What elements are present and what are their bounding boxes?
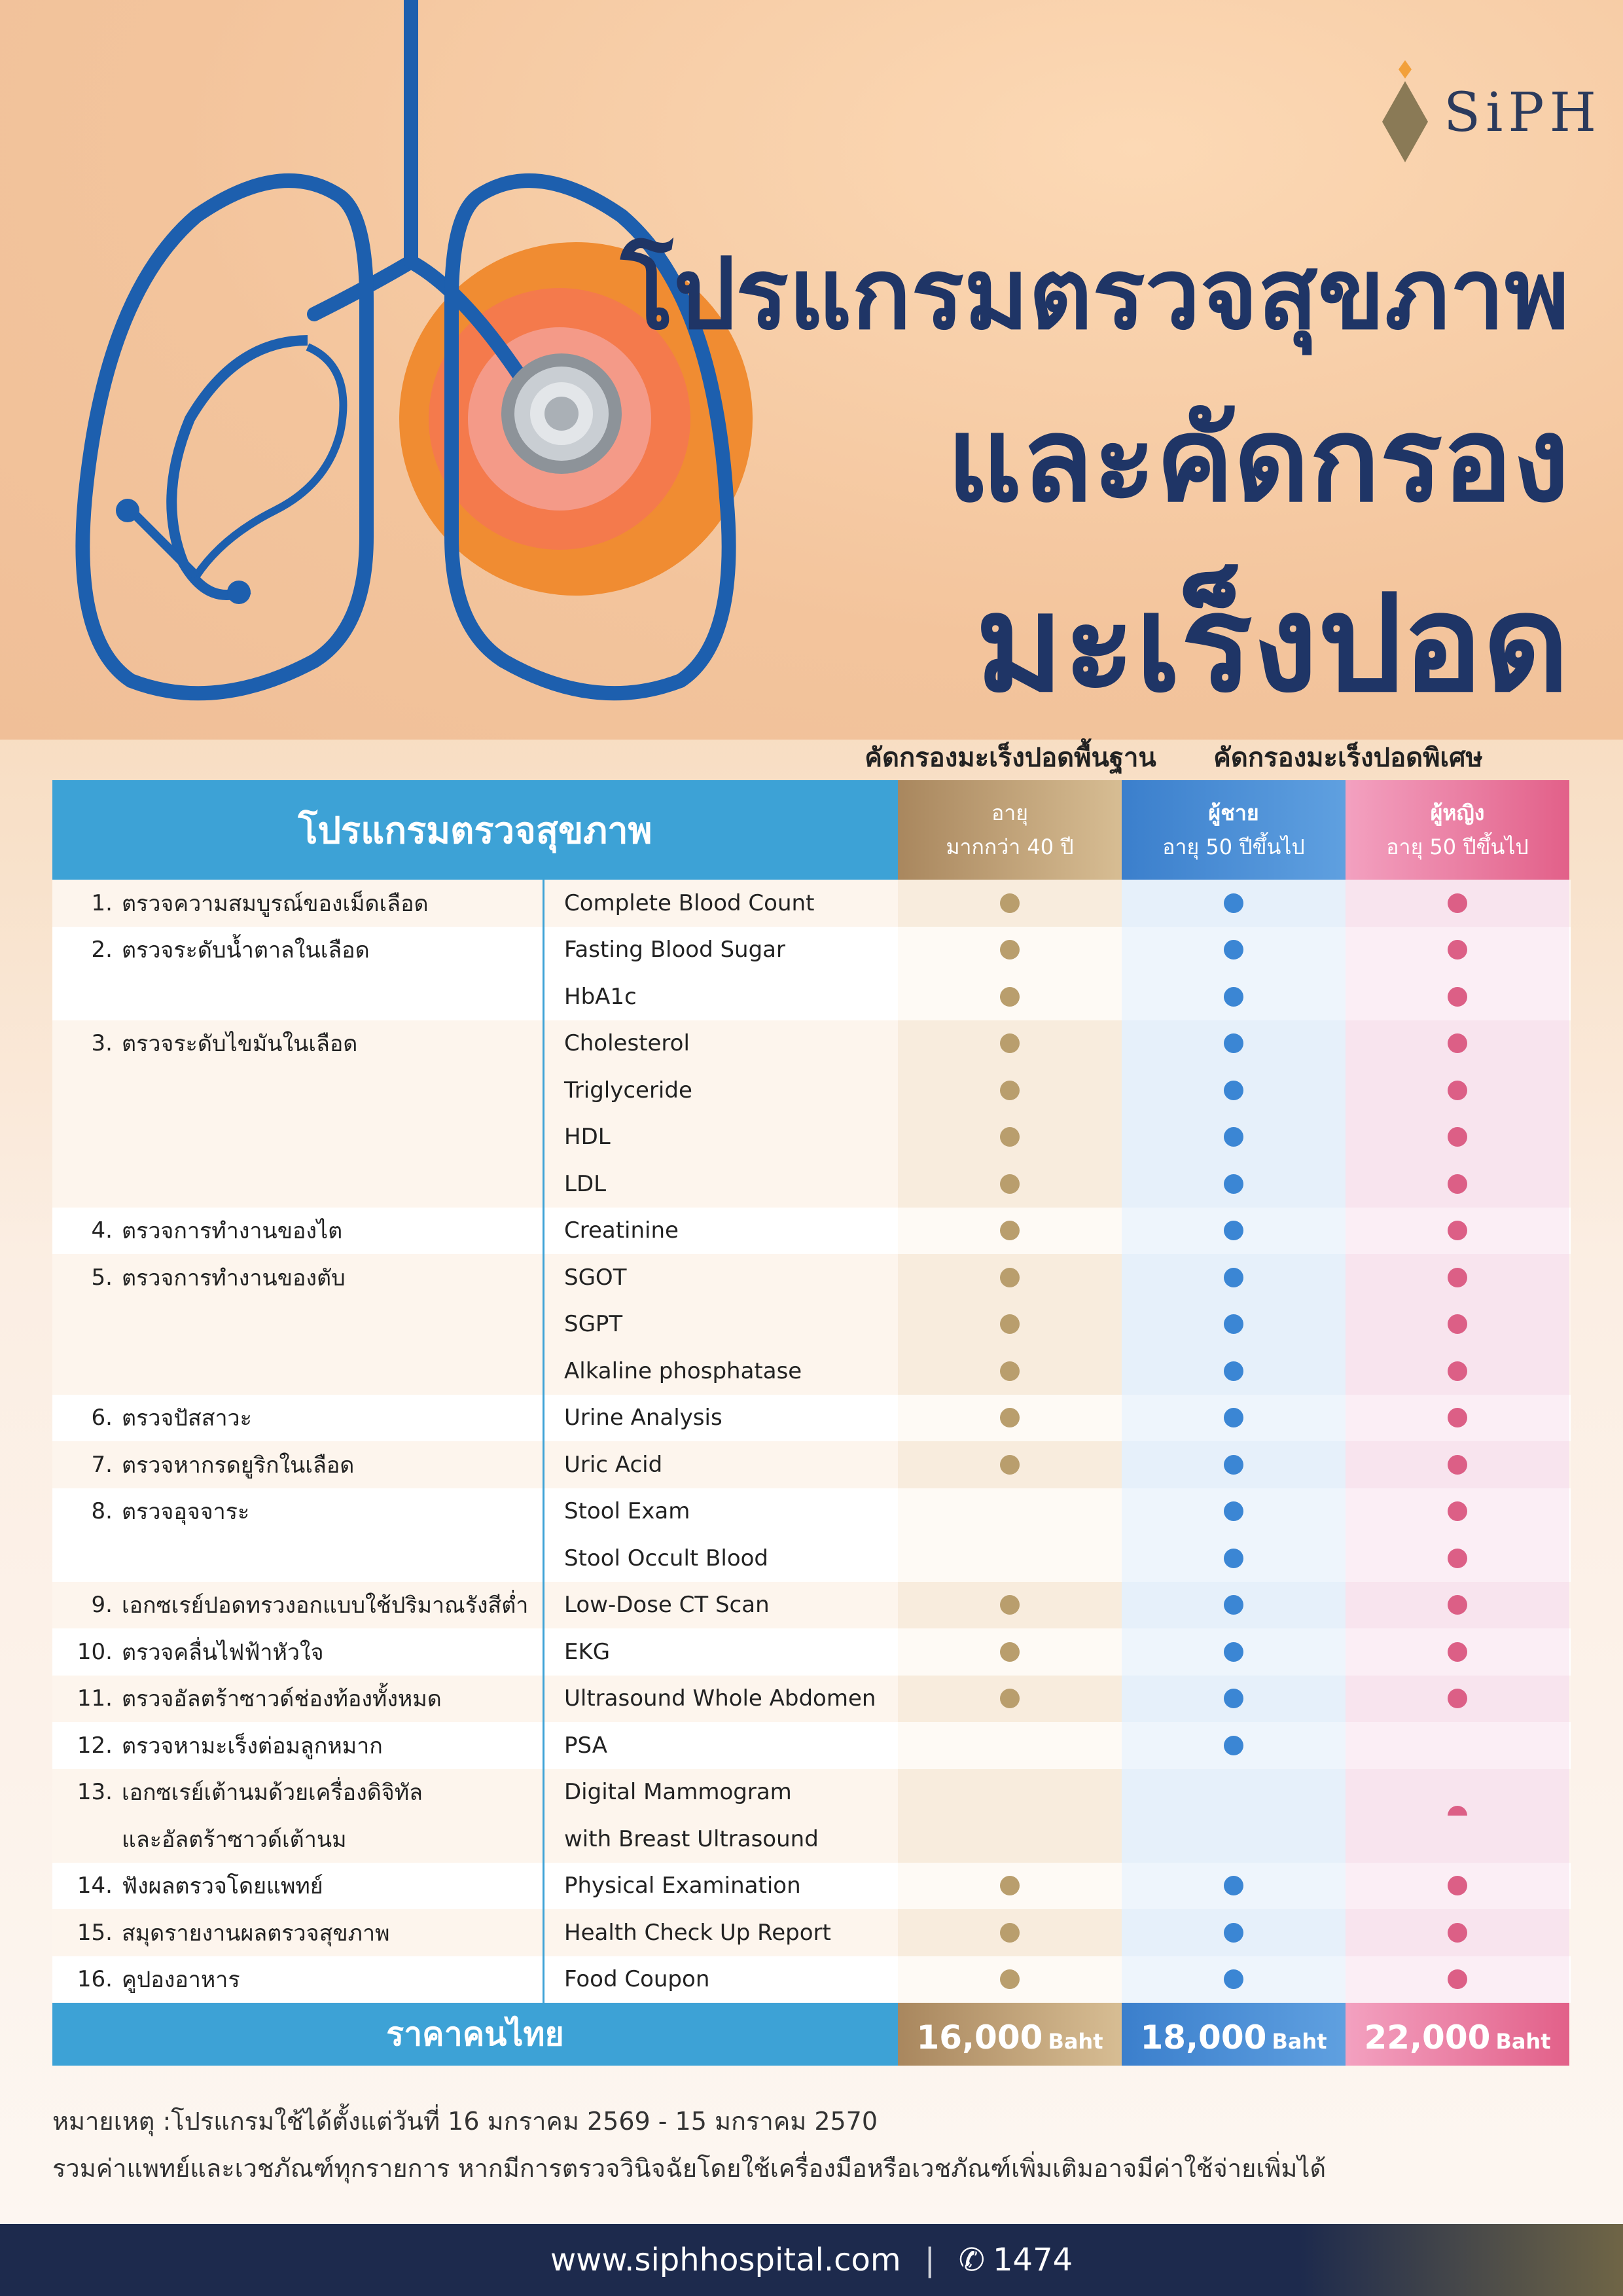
row-mark-cell [898, 1395, 1122, 1442]
table-row [52, 1067, 1571, 1114]
row-thai-label [52, 973, 544, 1020]
included-dot-icon [1224, 940, 1243, 960]
column-header-line2: อายุ 50 ปีขึ้นไป [1162, 834, 1305, 859]
included-dot-icon [1448, 1923, 1467, 1943]
included-dot-icon [1224, 1174, 1243, 1194]
row-mark-cell [1122, 1441, 1346, 1488]
included-dot-icon [1224, 1455, 1243, 1475]
included-dot-icon [1000, 1127, 1020, 1147]
price-amount: 22,000 [1364, 2018, 1491, 2056]
row-english-label: Physical Examination [564, 1873, 801, 1899]
row-thai-label [52, 1301, 544, 1348]
row-mark-cell [1122, 1395, 1346, 1442]
row-thai-label [52, 1395, 544, 1442]
row-number: 1. [91, 889, 113, 916]
included-dot-icon [1448, 1268, 1467, 1287]
table-row [52, 1441, 1571, 1488]
included-dot-icon [1000, 1408, 1020, 1427]
included-dot-icon [1448, 1501, 1467, 1521]
title-line-3: มะเร็งปอด [975, 567, 1569, 722]
row-mark-cell [1346, 1020, 1569, 1067]
row-mark-cell [1346, 1676, 1569, 1723]
row-mark-cell [898, 1816, 1122, 1863]
row-number: 6. [91, 1405, 113, 1431]
row-mark-cell [1346, 1956, 1569, 2003]
included-dot-icon [1448, 1361, 1467, 1381]
included-dot-icon [1000, 987, 1020, 1007]
row-mark-cell [1122, 880, 1346, 927]
row-thai-text: ตรวจระดับน้ำตาลในเลือด [122, 937, 370, 964]
row-number: 11. [77, 1685, 113, 1712]
row-mark-cell [1346, 1769, 1569, 1816]
row-thai-text: ตรวจหากรดยูริกในเลือด [122, 1452, 355, 1479]
price-basic [898, 2003, 1122, 2066]
row-thai-text: ตรวจการทำงานของตับ [122, 1265, 346, 1291]
row-mark-cell [1122, 1348, 1346, 1395]
row-mark-cell [1122, 1628, 1346, 1676]
table-row [52, 1020, 1571, 1067]
siph-logo [1381, 60, 1601, 165]
column-header-age-40 [898, 780, 1122, 880]
row-mark-cell [1122, 973, 1346, 1020]
included-dot-icon [1000, 1081, 1020, 1100]
row-thai-label [52, 1114, 544, 1161]
included-dot-icon [1000, 1314, 1020, 1334]
included-dot-icon [1000, 1642, 1020, 1662]
row-mark-cell [898, 1535, 1122, 1582]
row-english-label: Triglyceride [564, 1077, 692, 1103]
row-mark-cell [1122, 1863, 1346, 1910]
row-mark-cell [1346, 1816, 1569, 1863]
included-dot-icon [1448, 1127, 1467, 1147]
table-header [52, 780, 1571, 880]
row-number: 2. [91, 937, 113, 963]
included-dot-icon [1448, 1314, 1467, 1334]
row-thai-label [52, 1956, 544, 2003]
table-row [52, 1301, 1571, 1348]
included-dot-icon [1448, 1081, 1467, 1100]
row-thai-text: ตรวจความสมบูรณ์ของเม็ดเลือด [122, 890, 429, 917]
table-row [52, 1208, 1571, 1255]
row-mark-cell [1346, 1067, 1569, 1114]
row-mark-cell [898, 1488, 1122, 1535]
row-mark-cell [898, 927, 1122, 974]
included-dot-icon [1224, 1923, 1243, 1943]
table-row [52, 1395, 1571, 1442]
included-dot-icon [1448, 1689, 1467, 1708]
included-dot-icon [1000, 1455, 1020, 1475]
row-mark-cell [1122, 1956, 1346, 2003]
row-thai-text: ตรวจปัสสาวะ [122, 1405, 252, 1432]
phone-icon: ✆ [958, 2242, 986, 2278]
included-dot-icon [1448, 1408, 1467, 1427]
included-dot-icon [1224, 1689, 1243, 1708]
included-dot-icon [1224, 1127, 1243, 1147]
included-dot-icon [1000, 1268, 1020, 1287]
included-dot-icon [1224, 1501, 1243, 1521]
row-english-label: PSA [564, 1732, 607, 1759]
row-thai-label [52, 880, 544, 927]
row-mark-cell [1346, 1301, 1569, 1348]
row-thai-text: ตรวจระดับไขมันในเลือด [122, 1031, 358, 1058]
row-thai-label [52, 1628, 544, 1676]
row-mark-cell [1122, 1582, 1346, 1629]
table-row [52, 1160, 1571, 1208]
row-mark-cell [1346, 1160, 1569, 1208]
note-line-1: หมายเหตุ :โปรแกรมใช้ได้ตั้งแต่วันที่ 16 มกราคม 2569 - 15 มกราคม 2570 [52, 2107, 878, 2136]
column-header-male [1122, 780, 1346, 880]
row-english-label: Alkaline phosphatase [564, 1357, 802, 1384]
row-english-label: Uric Acid [564, 1451, 663, 1478]
included-dot-icon [1448, 1455, 1467, 1475]
program-table [52, 780, 1571, 2066]
price-male [1122, 2003, 1346, 2066]
category-special-label: คัดกรองมะเร็งปอดพิเศษ [1213, 743, 1483, 773]
row-mark-cell [1346, 1208, 1569, 1255]
row-english-label: HbA1c [564, 983, 637, 1010]
title-line-1: โปรแกรมตรวจสุขภาพ [620, 238, 1569, 351]
included-dot-icon [1000, 1876, 1020, 1895]
row-mark-cell [1346, 1395, 1569, 1442]
table-row [52, 1628, 1571, 1676]
table-row [52, 1488, 1571, 1535]
column-header-line2: อายุ 50 ปีขึ้นไป [1386, 834, 1529, 859]
row-thai-label [52, 1020, 544, 1067]
table-row [52, 1114, 1571, 1161]
row-thai-text: สมุดรายงานผลตรวจสุขภาพ [122, 1920, 390, 1946]
row-mark-cell [898, 880, 1122, 927]
row-mark-cell [1122, 1909, 1346, 1956]
left-lung-outline [82, 181, 366, 693]
row-mark-cell [1122, 1020, 1346, 1067]
price-currency: Baht [1272, 2029, 1327, 2054]
included-dot-icon [1224, 1969, 1243, 1989]
row-english-label: Digital Mammogram [564, 1779, 792, 1806]
included-dot-icon [1000, 1595, 1020, 1615]
row-mark-cell [898, 1722, 1122, 1769]
row-number: 5. [91, 1264, 113, 1291]
row-mark-cell [1346, 1114, 1569, 1161]
included-dot-icon [1448, 1969, 1467, 1989]
column-header-line1: ผู้หญิง [1430, 800, 1485, 825]
row-mark-cell [1346, 1863, 1569, 1910]
included-dot-icon [1224, 1221, 1243, 1240]
included-dot-icon [1224, 1408, 1243, 1427]
row-thai-text: เอกซเรย์ปอดทรวงอกแบบใช้ปริมาณรังสีต่ำ [122, 1592, 529, 1619]
included-dot-icon [1448, 1876, 1467, 1895]
row-english-label: Complete Blood Count [564, 889, 815, 916]
included-dot-icon [1224, 1033, 1243, 1053]
row-mark-cell [898, 1160, 1122, 1208]
row-thai-label [52, 1067, 544, 1114]
row-mark-cell [898, 973, 1122, 1020]
included-dot-icon [1000, 1969, 1020, 1989]
row-thai-text: ตรวจคลื่นไฟฟ้าหัวใจ [122, 1639, 324, 1666]
row-mark-cell [898, 1348, 1122, 1395]
row-english-label: SGOT [564, 1264, 627, 1291]
table-row [52, 880, 1571, 927]
category-basic-label: คัดกรองมะเร็งปอดพื้นฐาน [865, 743, 1156, 773]
table-row [52, 1676, 1571, 1723]
row-english-label: Ultrasound Whole Abdomen [564, 1685, 876, 1712]
row-mark-cell [1122, 1722, 1346, 1769]
row-thai-text: เอกซเรย์เต้านมด้วยเครื่องดิจิทัล [122, 1780, 423, 1806]
row-mark-cell [1122, 1067, 1346, 1114]
included-dot-icon [1000, 1221, 1020, 1240]
row-english-label: HDL [564, 1124, 611, 1151]
row-english-label: EKG [564, 1638, 611, 1665]
row-mark-cell [898, 1254, 1122, 1301]
row-thai-label [52, 1254, 544, 1301]
row-english-label: LDL [564, 1170, 607, 1197]
row-english-label: Health Check Up Report [564, 1919, 831, 1946]
row-thai-label [52, 1535, 544, 1582]
included-dot-icon [1000, 940, 1020, 960]
row-mark-cell [1122, 1301, 1346, 1348]
row-mark-cell [898, 1956, 1122, 2003]
row-mark-cell [1346, 1254, 1569, 1301]
row-english-label: Stool Exam [564, 1498, 690, 1525]
row-number: 16. [77, 1966, 113, 1993]
row-mark-cell [898, 1067, 1122, 1114]
price-amount: 18,000 [1140, 2018, 1267, 2056]
column-header-line2: มากกว่า 40 ปี [946, 834, 1074, 859]
row-english-label: Food Coupon [564, 1966, 710, 1993]
table-row [52, 1254, 1571, 1301]
row-mark-cell [1122, 1535, 1346, 1582]
row-mark-cell [898, 1582, 1122, 1629]
row-number: 7. [91, 1451, 113, 1478]
note-line-2: รวมค่าแพทย์และเวชภัณฑ์ทุกรายการ หากมีการตรวจวินิจฉัยโดยใช้เครื่องมือหรือเวชภัณฑ์เพิ่มเติมอาจมีค่าใช้จ่ายเพิ่มได้ [52, 2154, 1327, 2183]
row-thai-label [52, 1208, 544, 1255]
row-thai-text: ตรวจอุจจาระ [122, 1499, 250, 1526]
row-mark-cell [1122, 1160, 1346, 1208]
included-dot-icon [1448, 893, 1467, 913]
row-mark-cell [898, 1628, 1122, 1676]
row-mark-cell [1122, 1114, 1346, 1161]
row-mark-cell [898, 1020, 1122, 1067]
included-dot-icon [1224, 1595, 1243, 1615]
row-mark-cell [1346, 973, 1569, 1020]
table-row [52, 1769, 1571, 1816]
row-thai-label [52, 1160, 544, 1208]
table-row [52, 1816, 1571, 1863]
row-number: 14. [77, 1873, 113, 1899]
included-dot-icon [1224, 1081, 1243, 1100]
included-dot-icon [1448, 987, 1467, 1007]
included-dot-icon [1224, 1642, 1243, 1662]
included-dot-icon [1448, 1549, 1467, 1568]
title-line-2: และคัดกรอง [946, 392, 1569, 528]
included-dot-icon [1448, 1033, 1467, 1053]
row-mark-cell [1122, 1208, 1346, 1255]
table-body [52, 880, 1571, 2003]
row-thai-label [52, 1863, 544, 1910]
row-mark-cell [1122, 1816, 1346, 1863]
price-row [52, 2003, 1571, 2066]
row-mark-cell [1122, 1676, 1346, 1723]
row-number: 15. [77, 1919, 113, 1946]
row-thai-label [52, 1488, 544, 1535]
row-mark-cell [1346, 880, 1569, 927]
table-row [52, 1535, 1571, 1582]
table-row [52, 1909, 1571, 1956]
footer [0, 2224, 1623, 2296]
row-thai-text: และอัลตร้าซาวด์เต้านม [122, 1826, 347, 1853]
row-english-label: Stool Occult Blood [564, 1545, 769, 1571]
included-dot-icon [1448, 1642, 1467, 1662]
price-currency: Baht [1495, 2029, 1551, 2054]
included-dot-icon [1224, 893, 1243, 913]
row-english-label: Cholesterol [564, 1030, 690, 1057]
row-mark-cell [898, 1208, 1122, 1255]
row-thai-label [52, 1676, 544, 1723]
row-thai-text: ตรวจการทำงานของไต [122, 1218, 343, 1245]
table-row [52, 1956, 1571, 2003]
included-dot-icon [1448, 1221, 1467, 1240]
row-mark-cell [1346, 1722, 1569, 1769]
included-dot-icon [1224, 1268, 1243, 1287]
included-dot-icon [1224, 1736, 1243, 1755]
price-female [1346, 2003, 1569, 2066]
phone-number[interactable]: 1474 [993, 2242, 1073, 2278]
row-thai-label [52, 1582, 544, 1629]
table-header-title: โปรแกรมตรวจสุขภาพ [52, 780, 898, 880]
row-english-label: Fasting Blood Sugar [564, 937, 785, 963]
row-mark-cell [1346, 1348, 1569, 1395]
row-mark-cell [1122, 1488, 1346, 1535]
row-thai-text: ตรวจอัลตร้าซาวด์ช่องท้องทั้งหมด [122, 1686, 442, 1713]
row-number: 8. [91, 1498, 113, 1525]
row-thai-label [52, 1816, 544, 1863]
diamond-logo-icon [1381, 60, 1429, 165]
row-thai-text: คูปองอาหาร [122, 1967, 240, 1994]
column-header-female [1346, 780, 1569, 880]
row-english-label: with Breast Ultrasound [564, 1825, 819, 1852]
row-thai-label [52, 1722, 544, 1769]
notes [52, 2098, 1326, 2192]
row-thai-label [52, 927, 544, 974]
table-row [52, 927, 1571, 974]
website-link[interactable]: www.siphhospital.com [550, 2242, 901, 2278]
row-english-label: Low-Dose CT Scan [564, 1592, 770, 1619]
row-mark-cell [898, 1676, 1122, 1723]
row-thai-text: ตรวจหามะเร็งต่อมลูกหมาก [122, 1732, 383, 1759]
included-dot-icon [1224, 1549, 1243, 1568]
table-row [52, 1582, 1571, 1629]
column-header-line1: ผู้ชาย [1208, 800, 1259, 825]
row-number: 4. [91, 1217, 113, 1244]
row-english-label: Creatinine [564, 1217, 679, 1244]
row-mark-cell [1346, 1488, 1569, 1535]
row-number: 9. [91, 1592, 113, 1619]
price-currency: Baht [1048, 2029, 1103, 2054]
included-dot-icon [1000, 1033, 1020, 1053]
table-row [52, 1863, 1571, 1910]
table-row [52, 1348, 1571, 1395]
included-dot-icon [1000, 1361, 1020, 1381]
row-thai-label [52, 1769, 544, 1816]
row-mark-cell [898, 1301, 1122, 1348]
row-mark-cell [1346, 927, 1569, 974]
included-dot-icon [1448, 1174, 1467, 1194]
included-dot-icon [1000, 1174, 1020, 1194]
row-number: 3. [91, 1030, 113, 1057]
row-number: 13. [77, 1779, 113, 1806]
included-dot-icon [1448, 1595, 1467, 1615]
row-mark-cell [1346, 1909, 1569, 1956]
included-dot-icon [1000, 893, 1020, 913]
row-number: 12. [77, 1732, 113, 1759]
column-header-line1: อายุ [991, 800, 1028, 825]
price-label: ราคาคนไทย [52, 2003, 898, 2066]
row-thai-label [52, 1348, 544, 1395]
row-mark-cell [1346, 1582, 1569, 1629]
row-mark-cell [1346, 1441, 1569, 1488]
included-dot-icon [1000, 1923, 1020, 1943]
row-thai-label [52, 1909, 544, 1956]
included-dot-icon [1448, 940, 1467, 960]
logo-text: SiPH [1444, 81, 1602, 144]
row-english-label: Urine Analysis [564, 1405, 722, 1431]
row-number: 10. [77, 1638, 113, 1665]
table-row [52, 1722, 1571, 1769]
included-dot-icon [1224, 987, 1243, 1007]
row-thai-label [52, 1441, 544, 1488]
price-amount: 16,000 [916, 2018, 1043, 2056]
row-mark-cell [1122, 1254, 1346, 1301]
row-thai-text: ฟังผลตรวจโดยแพทย์ [122, 1873, 323, 1900]
row-mark-cell [1122, 1769, 1346, 1816]
row-mark-cell [898, 1909, 1122, 1956]
included-dot-icon [1000, 1689, 1020, 1708]
row-english-label: SGPT [564, 1311, 623, 1338]
row-mark-cell [1122, 927, 1346, 974]
row-mark-cell [898, 1441, 1122, 1488]
included-dot-icon [1224, 1314, 1243, 1334]
row-mark-cell [898, 1769, 1122, 1816]
included-dot-icon [1224, 1361, 1243, 1381]
footer-divider: | [924, 2242, 935, 2278]
row-mark-cell [1346, 1628, 1569, 1676]
row-mark-cell [898, 1863, 1122, 1910]
row-mark-cell [1346, 1535, 1569, 1582]
included-dot-icon [1224, 1876, 1243, 1895]
table-row [52, 973, 1571, 1020]
row-mark-cell [898, 1114, 1122, 1161]
